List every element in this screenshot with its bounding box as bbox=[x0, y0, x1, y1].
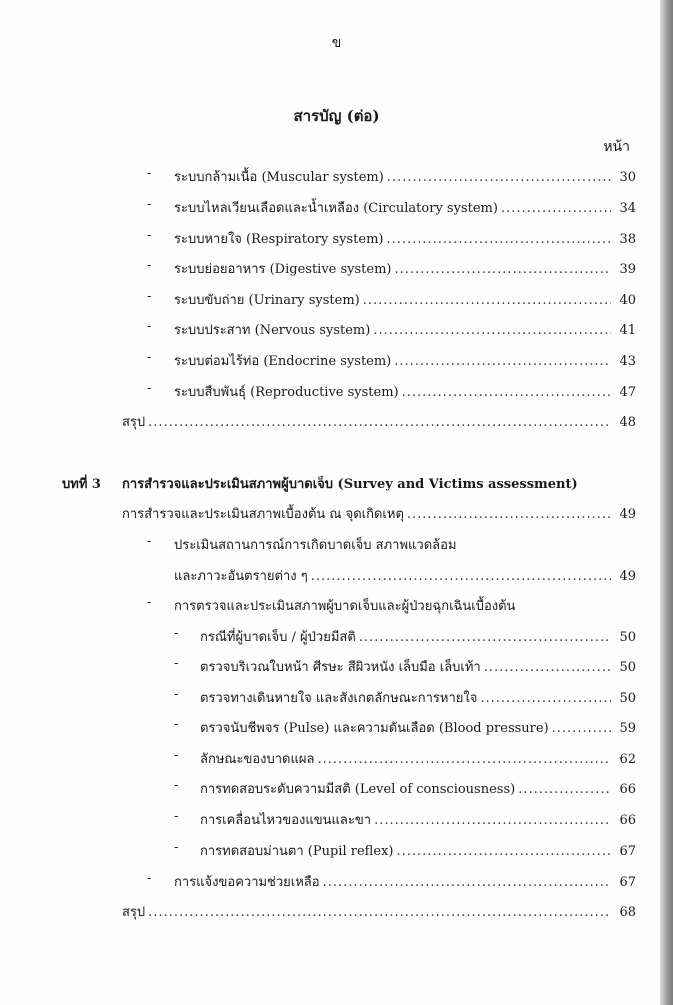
bullet-dash: - bbox=[147, 319, 152, 334]
toc-entry-text: การทดสอบม่านตา (Pupil reflex) bbox=[200, 844, 394, 859]
toc-entry[interactable] bbox=[174, 258, 636, 278]
toc-entry-page: 59 bbox=[619, 721, 636, 736]
toc-entry-text-line1[interactable]: ประเมินสถานการณ์การเกิดบาดเจ็บ สภาพแวดล้อม bbox=[174, 538, 457, 553]
toc-entry-page: 62 bbox=[619, 752, 636, 767]
toc-entry-text: ตรวจนับชีพจร (Pulse) และความดันเลือด (Blood pressure) bbox=[200, 721, 549, 736]
dot-leader bbox=[394, 354, 611, 369]
toc-entry-page: 41 bbox=[619, 323, 636, 338]
bullet-dash: - bbox=[174, 748, 179, 763]
toc-entry[interactable] bbox=[200, 809, 636, 829]
toc-entry-page: 30 bbox=[619, 170, 636, 185]
dot-leader bbox=[386, 232, 611, 247]
dot-leader bbox=[359, 630, 611, 645]
toc-entry-page: 67 bbox=[619, 875, 636, 890]
toc-entry-text: การสำรวจและประเมินสภาพเบื้องต้น ณ จุดเกิดเหตุ bbox=[122, 507, 404, 522]
bullet-dash: - bbox=[174, 717, 179, 732]
toc-entry-text: การแจ้งขอความช่วยเหลือ bbox=[174, 875, 320, 890]
bullet-dash: - bbox=[147, 595, 152, 610]
toc-entry-page: 50 bbox=[619, 691, 636, 706]
toc-entry-text: ระบบหายใจ (Respiratory system) bbox=[174, 232, 384, 247]
page-column-label: หน้า bbox=[603, 139, 630, 155]
toc-entry-page: 66 bbox=[619, 782, 636, 797]
dot-leader bbox=[407, 507, 611, 522]
toc-entry-summary[interactable] bbox=[122, 901, 636, 921]
toc-entry-page: 50 bbox=[619, 660, 636, 675]
bullet-dash: - bbox=[147, 258, 152, 273]
toc-entry-page: 50 bbox=[619, 630, 636, 645]
scan-page-edge bbox=[660, 0, 673, 1005]
toc-entry[interactable] bbox=[174, 197, 636, 217]
dot-leader bbox=[395, 262, 612, 277]
toc-entry-page: 40 bbox=[619, 293, 636, 308]
dot-leader bbox=[484, 660, 611, 675]
toc-entry[interactable] bbox=[122, 503, 636, 523]
bullet-dash: - bbox=[147, 534, 152, 549]
bullet-dash: - bbox=[174, 809, 179, 824]
dot-leader bbox=[387, 170, 611, 185]
dot-leader bbox=[317, 752, 611, 767]
toc-entry[interactable] bbox=[200, 626, 636, 646]
dot-leader bbox=[148, 415, 611, 430]
bullet-dash: - bbox=[147, 350, 152, 365]
bullet-dash: - bbox=[147, 228, 152, 243]
toc-entry-page: 49 bbox=[619, 569, 636, 584]
toc-entry[interactable] bbox=[174, 350, 636, 370]
toc-entry-text: และภาวะอันตรายต่าง ๆ bbox=[174, 569, 308, 584]
toc-entry-text: การเคลื่อนไหวของแขนและขา bbox=[200, 813, 372, 828]
dot-leader bbox=[480, 691, 611, 706]
toc-entry-text: กรณีที่ผู้บาดเจ็บ / ผู้ป่วยมีสติ bbox=[200, 630, 356, 645]
bullet-dash: - bbox=[174, 687, 179, 702]
toc-entry-page: 43 bbox=[619, 354, 636, 369]
toc-entry[interactable] bbox=[200, 717, 636, 737]
toc-entry-text: การทดสอบระดับความมีสติ (Level of consciousness) bbox=[200, 782, 516, 797]
toc-entry[interactable] bbox=[200, 687, 636, 707]
toc-subheading[interactable]: การตรวจและประเมินสภาพผู้บาดเจ็บและผู้ป่วยฉุกเฉินเบื้องต้น bbox=[174, 599, 516, 614]
bullet-dash: - bbox=[174, 626, 179, 641]
bullet-dash: - bbox=[147, 289, 152, 304]
chapter-title[interactable]: การสำรวจและประเมินสภาพผู้บาดเจ็บ (Survey and Victims assessment) bbox=[122, 477, 578, 492]
toc-entry-summary[interactable] bbox=[122, 411, 636, 431]
toc-entry-page: 39 bbox=[619, 262, 636, 277]
toc-entry-text: ลักษณะของบาดแผล bbox=[200, 752, 315, 767]
toc-entry-text: สรุป bbox=[122, 905, 146, 920]
bullet-dash: - bbox=[147, 197, 152, 212]
dot-leader bbox=[518, 782, 611, 797]
toc-entry-text: สรุป bbox=[122, 415, 146, 430]
bullet-dash: - bbox=[147, 166, 152, 181]
toc-entry[interactable] bbox=[174, 565, 636, 585]
toc-entry-page: 34 bbox=[619, 201, 636, 216]
bullet-dash: - bbox=[174, 656, 179, 671]
toc-entry-text: ระบบย่อยอาหาร (Digestive system) bbox=[174, 262, 392, 277]
toc-entry-page: 47 bbox=[619, 385, 636, 400]
toc-entry-text: ตรวจทางเดินหายใจ และสังเกตลักษณะการหายใจ bbox=[200, 691, 478, 706]
dot-leader bbox=[501, 201, 611, 216]
toc-entry-page: 68 bbox=[619, 905, 636, 920]
toc-entry-text: ระบบขับถ่าย (Urinary system) bbox=[174, 293, 360, 308]
dot-leader bbox=[373, 323, 611, 338]
bullet-dash: - bbox=[147, 381, 152, 396]
toc-entry[interactable] bbox=[174, 166, 636, 186]
toc-entry[interactable] bbox=[174, 228, 636, 248]
toc-entry[interactable] bbox=[200, 748, 636, 768]
dot-leader bbox=[396, 844, 611, 859]
toc-entry-text: ระบบไหลเวียนเลือดและน้ำเหลือง (Circulatory system) bbox=[174, 201, 498, 216]
toc-entry[interactable] bbox=[174, 319, 636, 339]
toc-entry-text: ระบบประสาท (Nervous system) bbox=[174, 323, 371, 338]
toc-entry[interactable] bbox=[200, 778, 636, 798]
bullet-dash: - bbox=[174, 840, 179, 855]
dot-leader bbox=[148, 905, 611, 920]
toc-entry-text: ระบบต่อมไร้ท่อ (Endocrine system) bbox=[174, 354, 392, 369]
toc-entry-text: ตรวจบริเวณใบหน้า ศีรษะ สีผิวหนัง เล็บมือ เล็บเท้า bbox=[200, 660, 481, 675]
toc-entry-page: 66 bbox=[619, 813, 636, 828]
dot-leader bbox=[363, 293, 611, 308]
toc-entry-page: 38 bbox=[619, 232, 636, 247]
bullet-dash: - bbox=[174, 778, 179, 793]
dot-leader bbox=[311, 569, 611, 584]
dot-leader bbox=[402, 385, 611, 400]
page-number: ข bbox=[331, 35, 342, 51]
toc-entry[interactable] bbox=[174, 871, 636, 891]
toc-entry[interactable] bbox=[200, 840, 636, 860]
toc-entry-text: ระบบกล้ามเนื้อ (Muscular system) bbox=[174, 170, 384, 185]
toc-entry[interactable] bbox=[174, 381, 636, 401]
toc-entry[interactable] bbox=[200, 656, 636, 676]
dot-leader bbox=[374, 813, 611, 828]
toc-entry[interactable] bbox=[174, 289, 636, 309]
bullet-dash: - bbox=[147, 871, 152, 886]
page-title: สารบัญ (ต่อ) bbox=[293, 107, 380, 125]
toc-entry-text: ระบบสืบพันธุ์ (Reproductive system) bbox=[174, 385, 399, 400]
toc-entry-page: 48 bbox=[619, 415, 636, 430]
toc-entry-page: 67 bbox=[619, 844, 636, 859]
dot-leader bbox=[552, 721, 611, 736]
dot-leader bbox=[323, 875, 611, 890]
chapter-label: บทที่ 3 bbox=[62, 477, 101, 492]
toc-entry-page: 49 bbox=[619, 507, 636, 522]
